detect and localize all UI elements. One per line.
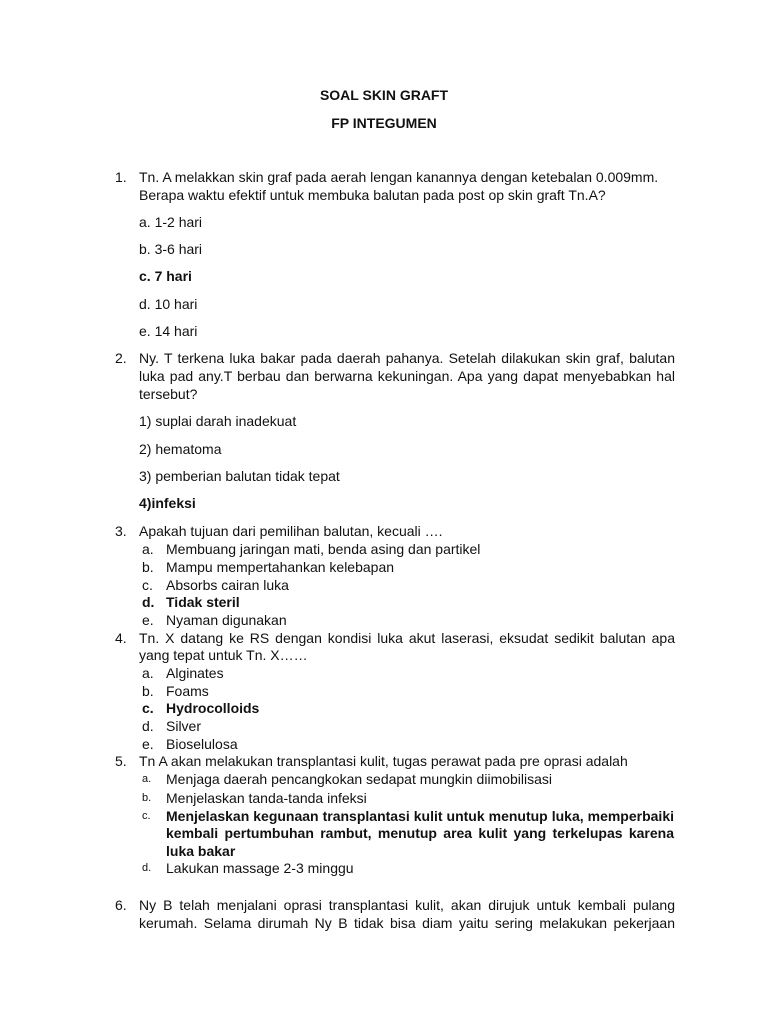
question-2-option-1: 1) suplai darah inadekuat — [139, 413, 297, 429]
question-6-text-line2: kerumah. Selama dirumah Ny B tidak bisa diam yaitu sering melakukan pekerjaan — [139, 915, 675, 931]
document-title: SOAL SKIN GRAFT — [319, 87, 449, 103]
question-5-label-b: b. — [142, 792, 152, 804]
question-3-option-a: Membuang jaringan mati, benda asing dan partikel — [166, 541, 481, 557]
question-1-text-line2: Berapa waktu efektif untuk membuka balutan pada post op skin graft Tn.A? — [139, 187, 606, 203]
question-3-label-b: b. — [142, 559, 154, 575]
question-3-option-b: Mampu mempertahankan kelebapan — [166, 559, 395, 575]
question-4-option-c-answer: Hydrocolloids — [166, 700, 260, 716]
question-3-number: 3. — [115, 523, 127, 539]
question-3-option-d-answer: Tidak steril — [166, 594, 240, 610]
question-4-option-a: Alginates — [166, 665, 224, 681]
question-3-label-d: d. — [142, 594, 155, 610]
question-5-option-a: Menjaga daerah pencangkokan sedapat mungkin diimobilisasi — [166, 771, 553, 787]
question-5-text: Tn A akan melakukan transplantasi kulit, tugas perawat pada pre oprasi adalah — [139, 753, 628, 769]
question-5-label-a: a. — [142, 773, 152, 785]
question-4-label-d: d. — [142, 718, 154, 734]
question-1-option-b: b. 3-6 hari — [139, 241, 203, 257]
question-2-option-4-answer: 4)infeksi — [139, 495, 196, 511]
question-2-number: 2. — [115, 350, 127, 366]
question-4-option-e: Bioselulosa — [166, 736, 238, 752]
question-1-option-e: e. 14 hari — [139, 323, 198, 339]
question-3-label-a: a. — [142, 541, 154, 557]
question-4-label-c: c. — [142, 700, 154, 716]
document-subtitle: FP INTEGUMEN — [331, 115, 437, 131]
question-5-option-d: Lakukan massage 2-3 minggu — [166, 860, 354, 876]
question-5-label-d: d. — [142, 862, 152, 874]
question-2-text-line2: luka pad any.T berbau dan berwarna kekuningan. Apa yang dapat menyebabkan hal — [139, 368, 675, 384]
question-1-number: 1. — [115, 169, 127, 185]
question-1-option-a: a. 1-2 hari — [139, 214, 203, 230]
question-3-option-c: Absorbs cairan luka — [166, 577, 289, 593]
question-4-option-d: Silver — [166, 718, 202, 734]
question-2-option-3: 3) pemberian balutan tidak tepat — [139, 468, 340, 484]
question-3-option-e: Nyaman digunakan — [166, 612, 287, 628]
question-4-option-b: Foams — [166, 683, 209, 699]
question-4-label-e: e. — [142, 736, 154, 752]
question-5-option-c-line1-answer: Menjelaskan kegunaan transplantasi kulit untuk menutup luka, memperbaiki — [166, 808, 674, 824]
question-4-text-line1: Tn. X datang ke RS dengan kondisi luka akut laserasi, eksudat sedikit balutan apa — [139, 630, 675, 646]
question-1-text-line1: Tn. A melakkan skin graf pada aerah lengan kanannya dengan ketebalan 0.009mm. — [139, 169, 659, 185]
question-5-option-b: Menjelaskan tanda-tanda infeksi — [166, 790, 367, 806]
question-5-option-c-line3-answer: luka bakar — [166, 843, 236, 859]
question-2-text-line1: Ny. T terkena luka bakar pada daerah pahanya. Setelah dilakukan skin graf, balutan — [139, 350, 675, 366]
question-1-option-d: d. 10 hari — [139, 296, 198, 312]
question-3-text: Apakah tujuan dari pemilihan balutan, kecuali …. — [139, 523, 443, 539]
question-4-label-a: a. — [142, 665, 154, 681]
question-4-label-b: b. — [142, 683, 154, 699]
question-4-text-line2: yang tepat untuk Tn. X…… — [139, 647, 308, 663]
question-4-number: 4. — [115, 630, 127, 646]
question-2-option-2: 2) hematoma — [139, 441, 222, 457]
question-3-label-c: c. — [142, 577, 153, 593]
question-1-option-c-answer: c. 7 hari — [139, 268, 192, 284]
question-2-text-line3: tersebut? — [139, 386, 198, 402]
question-6-text-line1: Ny B telah menjalani oprasi transplantasi kulit, akan dirujuk untuk kembali pulang — [139, 897, 675, 913]
question-6-number: 6. — [115, 897, 127, 913]
question-3-label-e: e. — [142, 612, 154, 628]
question-5-option-c-line2-answer: kembali pertumbuhan rambut, menutup area kulit yang terkelupas karena — [166, 825, 674, 841]
question-5-label-c: c. — [142, 810, 151, 822]
question-5-number: 5. — [115, 753, 127, 769]
